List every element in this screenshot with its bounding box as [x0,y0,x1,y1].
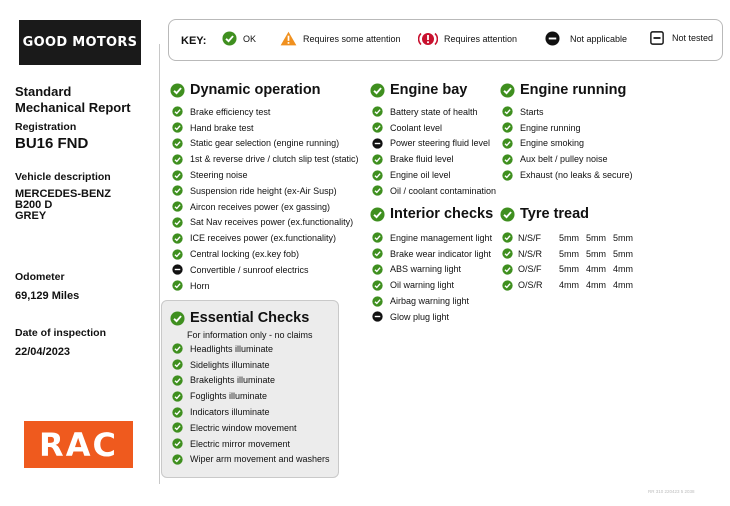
vehicle-model: B200 D [15,199,53,211]
check-circle-icon [372,154,383,165]
checklist-item-label: Steering noise [190,170,248,181]
tyre-depth: 5mm [559,264,579,275]
engine-bay-title-text: Engine bay [390,82,468,98]
inspection-date-value: 22/04/2023 [15,346,71,358]
warning-triangle-icon [280,31,297,46]
check-circle-icon [172,343,183,354]
check-circle-icon [172,170,183,181]
key-some-attention-text: Requires some attention [303,33,401,44]
check-circle-icon [172,422,183,433]
checklist-item-label: Oil / coolant contamination [390,185,497,196]
checklist-item-label: Headlights illuminate [190,343,274,354]
tyre-depth: 4mm [586,264,606,275]
logo-text: GOOD MOTORS [22,35,138,50]
check-circle-icon [370,207,385,222]
engine-running-title [500,82,626,98]
checklist-item [372,293,492,309]
key-item-attention [418,31,517,47]
check-circle-icon [172,201,183,212]
dynamic-operation-title [170,82,321,98]
report-title [15,84,131,116]
checklist-item-label: Sidelights illuminate [190,359,270,370]
check-circle-icon [170,83,185,98]
checklist-item-label: ICE receives power (ex.functionality) [190,233,337,244]
minus-circle-icon [172,264,183,275]
check-circle-icon [502,280,513,291]
checklist-item [372,104,496,120]
essential-checks-list [172,341,330,467]
essential-checks-title-text: Essential Checks [190,310,310,326]
check-circle-icon [172,154,183,165]
vehicle-make: MERCEDES-BENZ [15,188,111,200]
checklist-item-label: Electric mirror movement [190,438,291,449]
checklist-item-label: Horn [190,280,210,291]
checklist-item [172,373,330,389]
essential-checks-note: For information only - no claims [187,330,313,340]
key-item-not-tested [650,31,713,45]
checklist-item [372,183,496,199]
checklist-item [172,120,359,136]
tyre-depth: 5mm [613,232,633,243]
check-circle-icon [172,185,183,196]
checklist-item [372,167,496,183]
key-label: KEY: [181,35,207,47]
engine-bay-list [372,104,496,199]
checklist-item-label: Brake efficiency test [190,106,271,117]
engine-running-title-text: Engine running [520,82,627,98]
key-not-applicable-text: Not applicable [570,33,628,44]
tyre-position: O/S/F [518,264,542,275]
checklist-item-label: Airbag warning light [390,296,470,307]
tyre-depth: 4mm [586,280,606,291]
checklist-item-label: ABS warning light [390,264,462,275]
checklist-item [502,104,633,120]
check-circle-icon [502,106,513,117]
checklist-item-label: Hand brake test [190,122,254,133]
vehicle-description [15,189,111,222]
check-circle-icon [502,154,513,165]
checklist-item [372,120,496,136]
checklist-item [172,215,359,231]
report-title-line1: Standard [15,84,72,99]
check-circle-icon [372,280,383,291]
inspection-date-label: Date of inspection [15,327,107,339]
checklist-item [372,151,496,167]
odometer-label: Odometer [15,271,65,283]
checklist-item-label: Sat Nav receives power (ex.functionality) [190,217,354,228]
check-circle-icon [372,185,383,196]
odometer-value: 69,129 Miles [15,290,80,302]
tyre-tread-title [500,206,589,222]
check-circle-icon [372,106,383,117]
check-circle-icon [502,248,513,259]
report-title-line2: Mechanical Report [15,100,131,115]
checklist-item-label: Glow plug light [390,311,450,322]
essential-checks-title [170,310,309,326]
checklist-item [172,278,359,294]
check-circle-icon [502,264,513,275]
check-circle-icon [500,207,515,222]
check-circle-icon [500,83,515,98]
check-circle-icon [502,122,513,133]
check-circle-icon [172,391,183,402]
checklist-item [172,136,359,152]
checklist-item-label: Battery state of health [390,106,478,117]
check-circle-icon [172,217,183,228]
check-circle-icon [372,296,383,307]
checklist-item-label: Engine running [520,122,581,133]
checklist-item [502,136,633,152]
checklist-item-label: Coolant level [390,122,443,133]
checklist-item-label: Central locking (ex.key fob) [190,249,300,260]
tyre-position: O/S/R [518,280,543,291]
tyre-depth: 5mm [559,232,579,243]
checklist-item [172,104,359,120]
check-circle-icon [502,138,513,149]
checklist-item-label: Exhaust (no leaks & secure) [520,170,633,181]
check-circle-icon [222,31,237,46]
tyre-depth: 5mm [586,248,606,259]
interior-checks-list [372,230,492,325]
tyre-tread-title-text: Tyre tread [520,206,590,222]
checklist-item [502,120,633,136]
minus-circle-icon [545,31,560,46]
check-circle-icon [372,232,383,243]
registration-value: BU16 FND [15,135,89,152]
checklist-item-label: Electric window movement [190,422,297,433]
dynamic-operation-list [172,104,359,294]
checklist-item [172,246,359,262]
checklist-item-label: Wiper arm movement and washers [190,454,330,465]
checklist-item-label: Static gear selection (engine running) [190,138,340,149]
check-circle-icon [172,106,183,117]
checklist-item [172,199,359,215]
rac-logo-text: RAC [39,425,118,464]
checklist-item [372,309,492,325]
tyre-depth: 5mm [559,248,579,259]
checklist-item [372,277,492,293]
checklist-item [372,262,492,278]
check-circle-icon [370,83,385,98]
interior-checks-title [370,206,493,222]
key-not-tested-text: Not tested [672,33,714,43]
checklist-item-label: Suspension ride height (ex-Air Susp) [190,185,337,196]
tyre-depth: 5mm [613,248,633,259]
checklist-item [172,262,359,278]
check-circle-icon [172,280,183,291]
tyre-row [502,246,640,262]
tyre-depth: 5mm [586,232,606,243]
checklist-item [502,151,633,167]
column-divider [159,44,160,484]
dynamic-operation-title-text: Dynamic operation [190,82,321,98]
minus-circle-icon [372,311,383,322]
good-motors-logo [19,20,141,65]
checklist-item-label: Convertible / sunroof electrics [190,264,309,275]
checklist-item [172,357,330,373]
check-circle-icon [172,122,183,133]
check-circle-icon [172,138,183,149]
checklist-item-label: Starts [520,106,544,117]
tyre-depth: 4mm [613,280,633,291]
alert-circle-icon [418,31,438,47]
check-circle-icon [372,170,383,181]
check-circle-icon [172,359,183,370]
key-item-some-attention [280,31,401,46]
check-circle-icon [372,264,383,275]
check-circle-icon [170,311,185,326]
check-circle-icon [502,170,513,181]
rac-logo [24,421,133,468]
checklist-item [372,230,492,246]
checklist-item-label: Brake fluid level [390,154,454,165]
checklist-item-label: Indicators illuminate [190,407,270,418]
tyre-row [502,277,640,293]
tyre-position: N/S/R [518,248,543,259]
check-circle-icon [172,375,183,386]
checklist-item-label: Power steering fluid level [390,138,491,149]
checklist-item-label: Oil warning light [390,280,455,291]
checklist-item [172,404,330,420]
checklist-item-label: Brake wear indicator light [390,248,492,259]
tyre-row [502,230,640,246]
footer-code: RR 310 220423 5 2038 [648,489,695,494]
check-circle-icon [172,233,183,244]
checklist-item [502,167,633,183]
checklist-item-label: Aux belt / pulley noise [520,154,608,165]
check-circle-icon [172,438,183,449]
checklist-item [172,230,359,246]
check-circle-icon [172,407,183,418]
checklist-item [172,341,330,357]
check-circle-icon [372,122,383,133]
vehicle-colour: GREY [15,210,47,222]
registration-label: Registration [15,121,77,133]
tyre-depth: 4mm [559,280,579,291]
check-circle-icon [172,249,183,260]
checklist-item-label: Foglights illuminate [190,391,268,402]
engine-bay-title [370,82,467,98]
interior-checks-title-text: Interior checks [390,206,494,222]
checklist-item-label: Aircon receives power (ex gassing) [190,201,331,212]
checklist-item [172,436,330,452]
checklist-item [172,183,359,199]
minus-square-icon [650,31,664,45]
minus-circle-icon [372,138,383,149]
check-circle-icon [172,454,183,465]
checklist-item-label: Engine management light [390,232,493,243]
key-item-ok [222,31,256,46]
tyre-row [502,262,640,278]
checklist-item-label: Brakelights illuminate [190,375,276,386]
key-item-not-applicable [545,31,627,46]
checklist-item-label: Engine smoking [520,138,585,149]
checklist-item-label: 1st & reverse drive / clutch slip test (static) [190,154,359,165]
check-circle-icon [502,232,513,243]
checklist-item-label: Engine oil level [390,170,451,181]
checklist-item [172,151,359,167]
tyre-depth: 4mm [613,264,633,275]
key-attention-text: Requires attention [444,34,518,44]
checklist-item [172,388,330,404]
tyre-tread-table [502,230,640,293]
key-ok-text: OK [243,33,257,44]
checklist-item [372,246,492,262]
checklist-item [372,136,496,152]
checklist-item [172,167,359,183]
checklist-item [172,420,330,436]
check-circle-icon [372,248,383,259]
checklist-item [172,452,330,468]
engine-running-list [502,104,633,183]
tyre-position: N/S/F [518,232,542,243]
vehicle-label: Vehicle description [15,171,111,183]
